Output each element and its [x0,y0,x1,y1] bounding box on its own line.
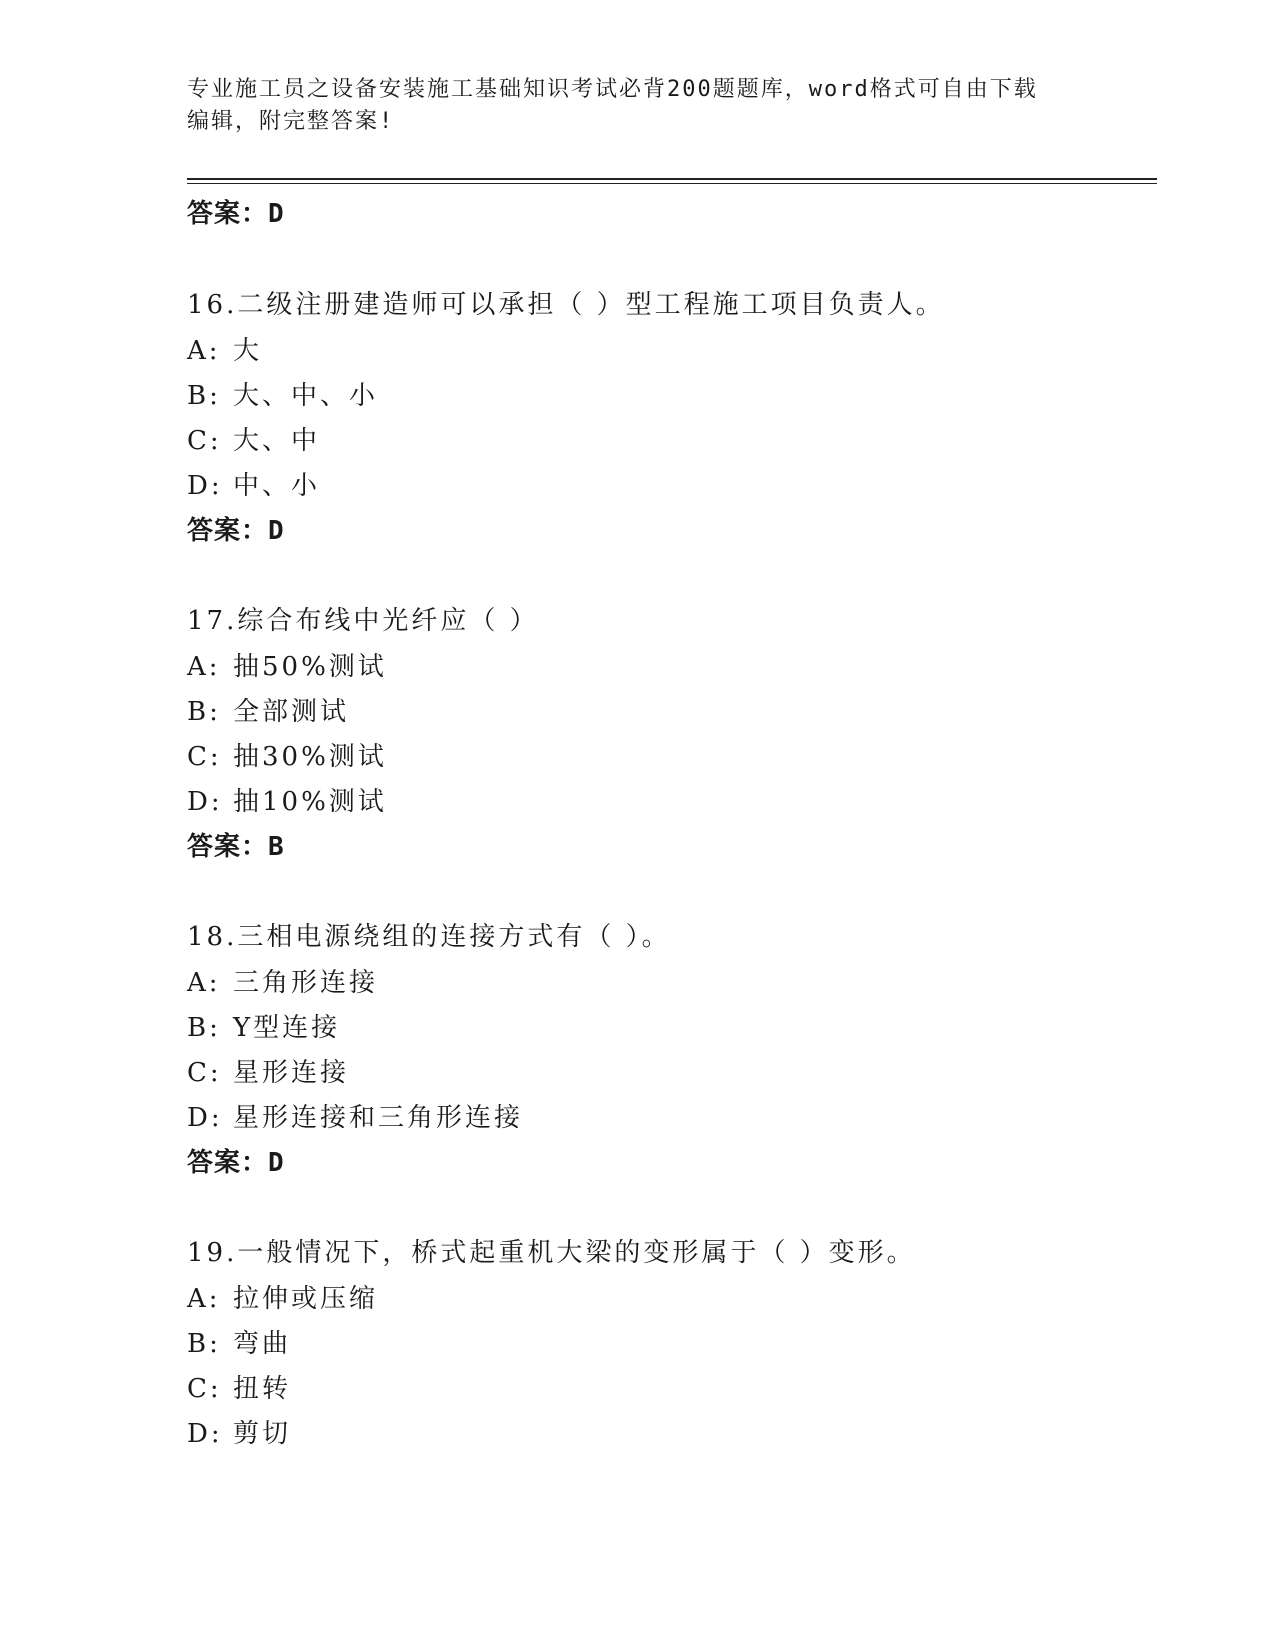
option-text: 星形连接和三角形连接 [233,1103,524,1133]
option-key: D: [187,787,223,817]
option-text: 抽50%测试 [233,652,387,682]
header-line-1: 专业施工员之设备安装施工基础知识考试必背200题题库，word格式可自由下载 [187,77,1038,102]
option-key: C: [187,1374,222,1404]
question-18-option-b [187,1007,340,1044]
question-18-option-c [187,1052,349,1089]
answer-label: 答案： [187,199,269,229]
question-17-option-d [187,781,387,818]
document-header [187,74,1087,138]
option-text: 大、中 [233,426,321,456]
question-18: 18.三相电源绕组的连接方式有（ ）。 [187,922,671,952]
question-16-option-a [187,330,262,367]
question-16: 16.二级注册建造师可以承担（ ）型工程施工项目负责人。 [187,290,945,320]
option-key: D: [187,1103,223,1133]
answer-q16 [187,510,285,547]
question-16-option-c [187,420,320,457]
option-text: 全部测试 [233,697,350,727]
option-text: Y型连接 [233,1013,341,1043]
question-17-option-b [187,691,349,728]
question-19-option-b [187,1323,291,1360]
option-key: C: [187,426,222,456]
answer-value: D [268,1148,285,1178]
option-key: C: [187,1058,222,1088]
option-text: 抽10%测试 [233,787,387,817]
question-19: 19.一般情况下，桥式起重机大梁的变形属于（ ）变形。 [187,1238,916,1268]
answer-label: 答案： [187,1148,269,1178]
option-key: D: [187,1419,223,1449]
answer-q17 [187,826,285,863]
question-16-option-b [187,375,378,412]
question-17-option-a [187,646,387,683]
header-line-2: 编辑，附完整答案! [187,109,395,134]
option-key: C: [187,742,222,772]
question-16-option-d [187,465,320,502]
option-key: A: [187,968,221,998]
option-text: 星形连接 [233,1058,350,1088]
option-key: A: [187,336,221,366]
option-text: 大 [233,336,263,366]
option-key: A: [187,1284,221,1314]
option-key: B: [187,1013,221,1043]
answer-q18 [187,1142,285,1179]
option-key: A: [187,652,221,682]
question-18-option-a [187,962,378,999]
answer-value: D [268,516,285,546]
answer-label: 答案： [187,832,269,862]
option-text: 三角形连接 [233,968,379,998]
option-text: 抽30%测试 [233,742,387,772]
option-key: B: [187,381,221,411]
question-19-option-a [187,1278,378,1315]
question-18-option-d [187,1097,523,1134]
option-key: D: [187,471,223,501]
answer-value: D [268,199,285,229]
option-text: 弯曲 [233,1329,292,1359]
option-text: 中、小 [233,471,321,501]
answer-label: 答案： [187,516,269,546]
option-text: 扭转 [233,1374,292,1404]
header-divider-thick [187,178,1157,180]
option-text: 拉伸或压缩 [233,1284,379,1314]
question-19-option-d [187,1413,291,1450]
answer-value: B [268,832,285,862]
answer-q15 [187,193,285,230]
option-text: 大、中、小 [233,381,379,411]
question-19-option-c [187,1368,291,1405]
question-17: 17.综合布线中光纤应（ ） [187,606,539,636]
option-key: B: [187,697,221,727]
question-17-option-c [187,736,387,773]
header-divider-thin [187,183,1157,184]
option-text: 剪切 [233,1419,292,1449]
option-key: B: [187,1329,221,1359]
